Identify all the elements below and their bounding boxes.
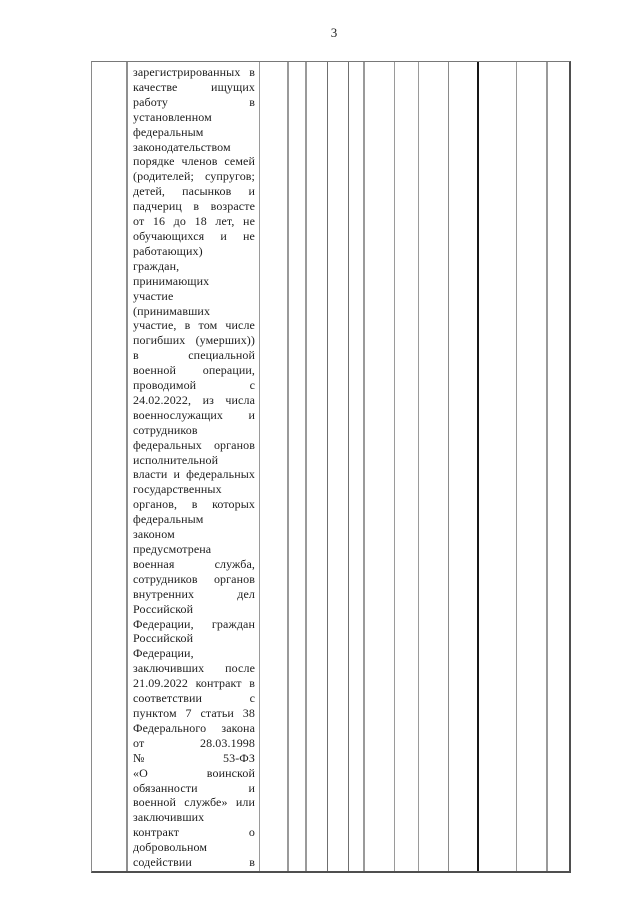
- empty-data-cell: [517, 62, 548, 871]
- empty-data-cell: [449, 62, 479, 871]
- row-text: зарегистрированных в качестве ищущих работу в установленном федеральным законодательством порядке членов семей (родителей; супругов; детей, пасынков и падчериц в возрасте от 16 до 18 лет, не обучающихся и не работающих) граждан, принимающих участие (принимавших участие, в том числе погибших (умерших)) в специальной военной операции, проводимой с 24.02.2022, из числа военнослужащих и сотрудников федеральных органов исполнительной власти и федеральных государственных органов, в которых федеральным законом предусмотрена военная служба, сотрудников органов внутренних дел Российской Федерации, граждан Российской Федерации, заключивших после 21.09.2022 контракт в соответствии с пунктом 7 статьи 38 Федерального закона от 28.03.1998 № 53-ФЗ «О воинской обязанности и военной службе» или заключивших контракт о добровольном содействии в: [133, 65, 255, 870]
- empty-data-cell: [419, 62, 449, 871]
- empty-data-cell: [349, 62, 365, 871]
- empty-data-cell: [307, 62, 328, 871]
- data-table: [91, 61, 571, 873]
- empty-data-cell: [365, 62, 395, 871]
- empty-data-cell: [479, 62, 517, 871]
- empty-data-cell: [328, 62, 349, 871]
- empty-data-cell: [289, 62, 307, 871]
- row-text-cell: [128, 62, 260, 871]
- empty-data-cell: [548, 62, 569, 871]
- page-number: 3: [330, 25, 338, 40]
- row-number-cell: [92, 62, 128, 871]
- empty-data-cell: [260, 62, 289, 871]
- empty-data-cell: [395, 62, 419, 871]
